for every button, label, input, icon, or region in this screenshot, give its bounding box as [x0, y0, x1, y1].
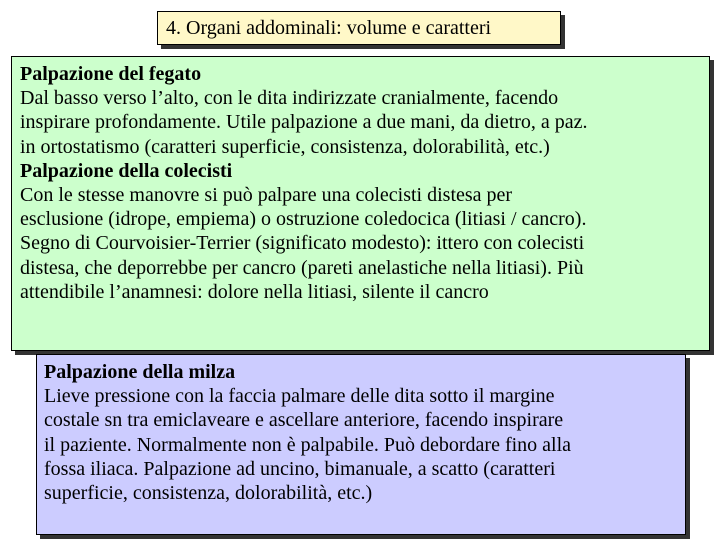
spleen-text-line: costale sn tra emiclaveare e ascellare anteriore, facendo inspirare: [44, 409, 564, 432]
slide-title: 4. Organi addominali: volume e caratteri: [157, 11, 561, 45]
spleen-box: [36, 354, 686, 535]
spleen-text-line: superficie, consistenza, dolorabilità, etc.): [44, 481, 373, 504]
liver-text-line: in ortostatismo (caratteri superficie, consistenza, dolorabilità, etc.): [20, 135, 550, 158]
liver-text-line: inspirare profondamente. Utile palpazione a due mani, da dietro, a paz.: [20, 111, 588, 134]
spleen-text-line: il paziente. Normalmente non è palpabile. Può debordare fino alla: [44, 433, 572, 456]
gallbladder-text-line: attendibile l’anamnesi: dolore nella litiasi, silente il cancro: [20, 280, 489, 303]
liver-gallbladder-box: [11, 56, 710, 351]
spleen-heading: Palpazione della milza: [44, 361, 236, 383]
spleen-text-line: Lieve pressione con la faccia palmare delle dita sotto il margine: [44, 385, 555, 408]
spleen-text-line: fossa iliaca. Palpazione ad uncino, bimanuale, a scatto (caratteri: [44, 457, 556, 480]
gallbladder-text-line: Segno di Courvoisier-Terrier (significato modesto): ittero con colecisti: [20, 232, 585, 255]
gallbladder-heading: Palpazione della colecisti: [20, 159, 233, 182]
gallbladder-text-line: Con le stesse manovre si può palpare una colecisti distesa per: [20, 183, 513, 206]
gallbladder-text-line: esclusione (idrope, empiema) o ostruzione coledocica (litiasi / cancro).: [20, 208, 587, 231]
liver-text-line: Dal basso verso l’alto, con le dita indirizzate cranialmente, facendo: [20, 87, 559, 110]
liver-heading: Palpazione del fegato: [20, 63, 202, 85]
gallbladder-text-line: distesa, che deporrebbe per cancro (pareti anelastiche nella litiasi). Più: [20, 256, 584, 279]
